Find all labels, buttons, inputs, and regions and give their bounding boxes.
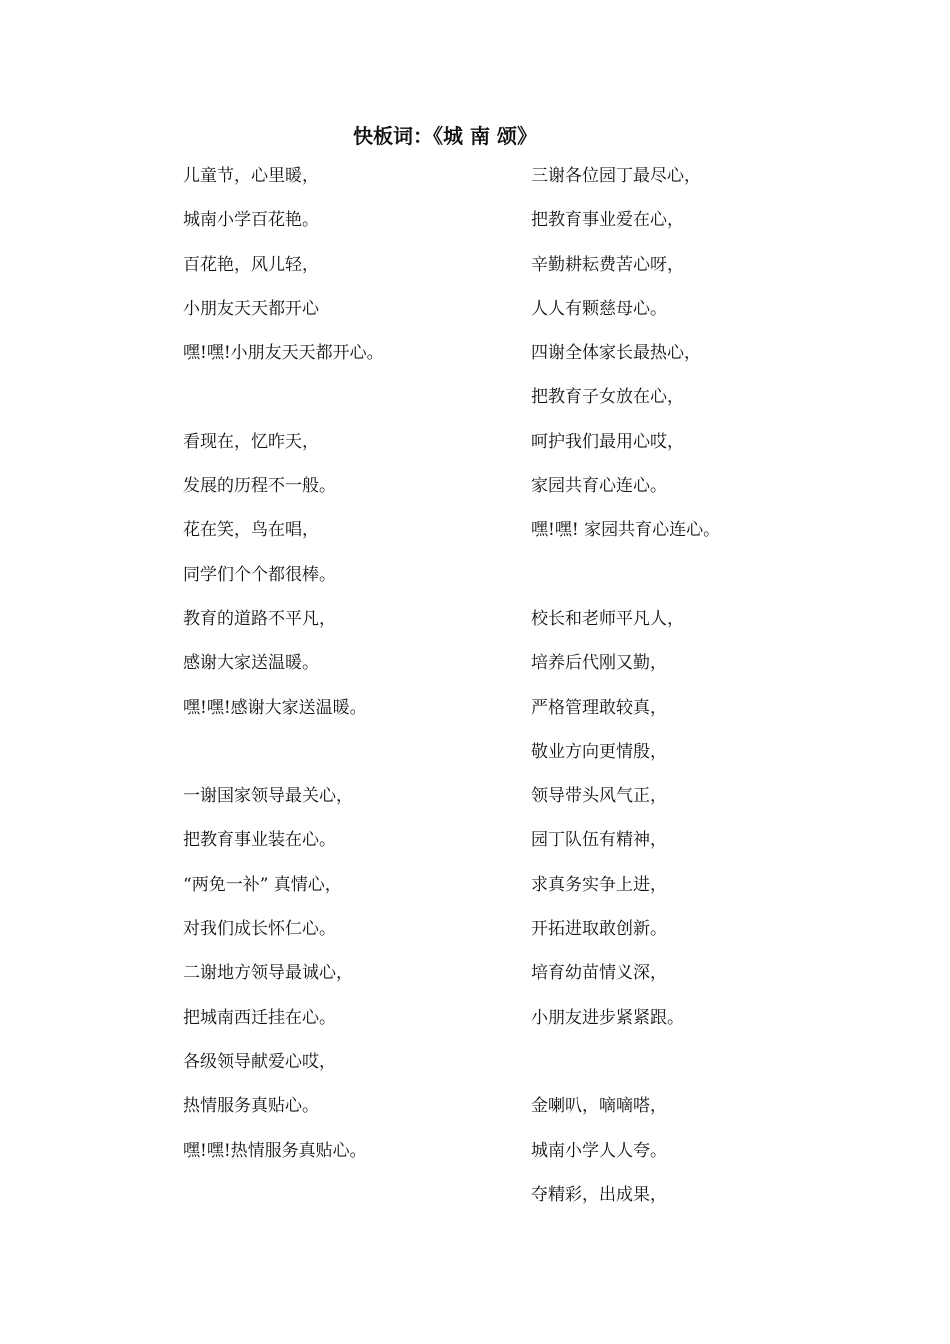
poem-line: 百花艳，风儿轻， <box>183 254 319 275</box>
right-column <box>531 161 911 1224</box>
poem-line: 把城南西迁挂在心。 <box>183 1007 336 1028</box>
stanza-break <box>183 737 523 781</box>
poem-line: 把教育子女放在心， <box>531 387 684 408</box>
poem-line: 花在笑，鸟在唱， <box>183 520 319 541</box>
poem-line: 呵护我们最用心哎， <box>531 431 684 452</box>
poem-line: 对我们成长怀仁心。 <box>183 919 336 940</box>
poem-line: “两免一补” 真情心， <box>183 874 342 895</box>
poem-line: 同学们个个都很棒。 <box>183 564 336 585</box>
poem-line: 热情服务真贴心。 <box>183 1096 319 1117</box>
poem-line: 开拓进取敢创新。 <box>531 919 667 940</box>
poem-line: 嘿!嘿!感谢大家送温暖。 <box>183 697 367 718</box>
left-column <box>183 161 523 1180</box>
poem-line: 发展的历程不一般。 <box>183 476 336 497</box>
poem-line: 敬业方向更情殷， <box>531 741 667 762</box>
poem-line: 严格管理敢较真， <box>531 697 667 718</box>
poem-line: 儿童节，心里暖， <box>183 166 319 186</box>
stanza-break <box>531 1047 911 1091</box>
poem-line: 领导带头风气正， <box>531 786 667 807</box>
poem-line: 培养后代刚又勤， <box>531 653 667 674</box>
poem-line: 教育的道路不平凡， <box>183 608 336 629</box>
poem-line: 辛勤耕耘费苦心呀， <box>531 254 684 275</box>
stanza-break <box>531 560 911 604</box>
poem-line: 嘿!嘿!小朋友天天都开心。 <box>183 343 384 364</box>
poem-line: 各级领导献爱心哎， <box>183 1051 336 1072</box>
poem-line: 三谢各位园丁最尽心， <box>531 166 701 186</box>
stanza-break <box>183 382 523 426</box>
poem-line: 一谢国家领导最关心， <box>183 786 353 807</box>
poem-line: 嘿!嘿!热情服务真贴心。 <box>183 1140 367 1161</box>
poem-line: 家园共育心连心。 <box>531 476 667 497</box>
poem-line: 四谢全体家长最热心， <box>531 343 701 364</box>
poem-line: 看现在，忆昨天， <box>183 431 319 452</box>
poem-line: 金喇叭，嘀嘀嗒， <box>531 1096 667 1117</box>
poem-line: 求真务实争上进， <box>531 874 667 895</box>
poem-line: 感谢大家送温暖。 <box>183 653 319 674</box>
poem-line: 嘿!嘿! 家园共育心连心。 <box>531 520 721 541</box>
poem-line: 小朋友天天都开心 <box>183 298 319 319</box>
document-title: 快板词：《城 南 颂》 <box>353 124 537 148</box>
poem-line: 园丁队伍有精神， <box>531 830 667 851</box>
poem-line: 夺精彩，出成果， <box>531 1184 667 1205</box>
poem-line: 把教育事业装在心。 <box>183 830 336 851</box>
poem-line: 城南小学人人夸。 <box>531 1140 667 1161</box>
poem-line: 小朋友进步紧紧跟。 <box>531 1007 684 1028</box>
poem-line: 培育幼苗情义深， <box>531 963 667 984</box>
poem-line: 校长和老师平凡人， <box>531 608 684 629</box>
poem-line: 把教育事业爱在心， <box>531 210 684 231</box>
poem-line: 城南小学百花艳。 <box>183 210 319 231</box>
poem-line: 人人有颗慈母心。 <box>531 298 667 319</box>
poem-line: 二谢地方领导最诚心， <box>183 963 353 984</box>
